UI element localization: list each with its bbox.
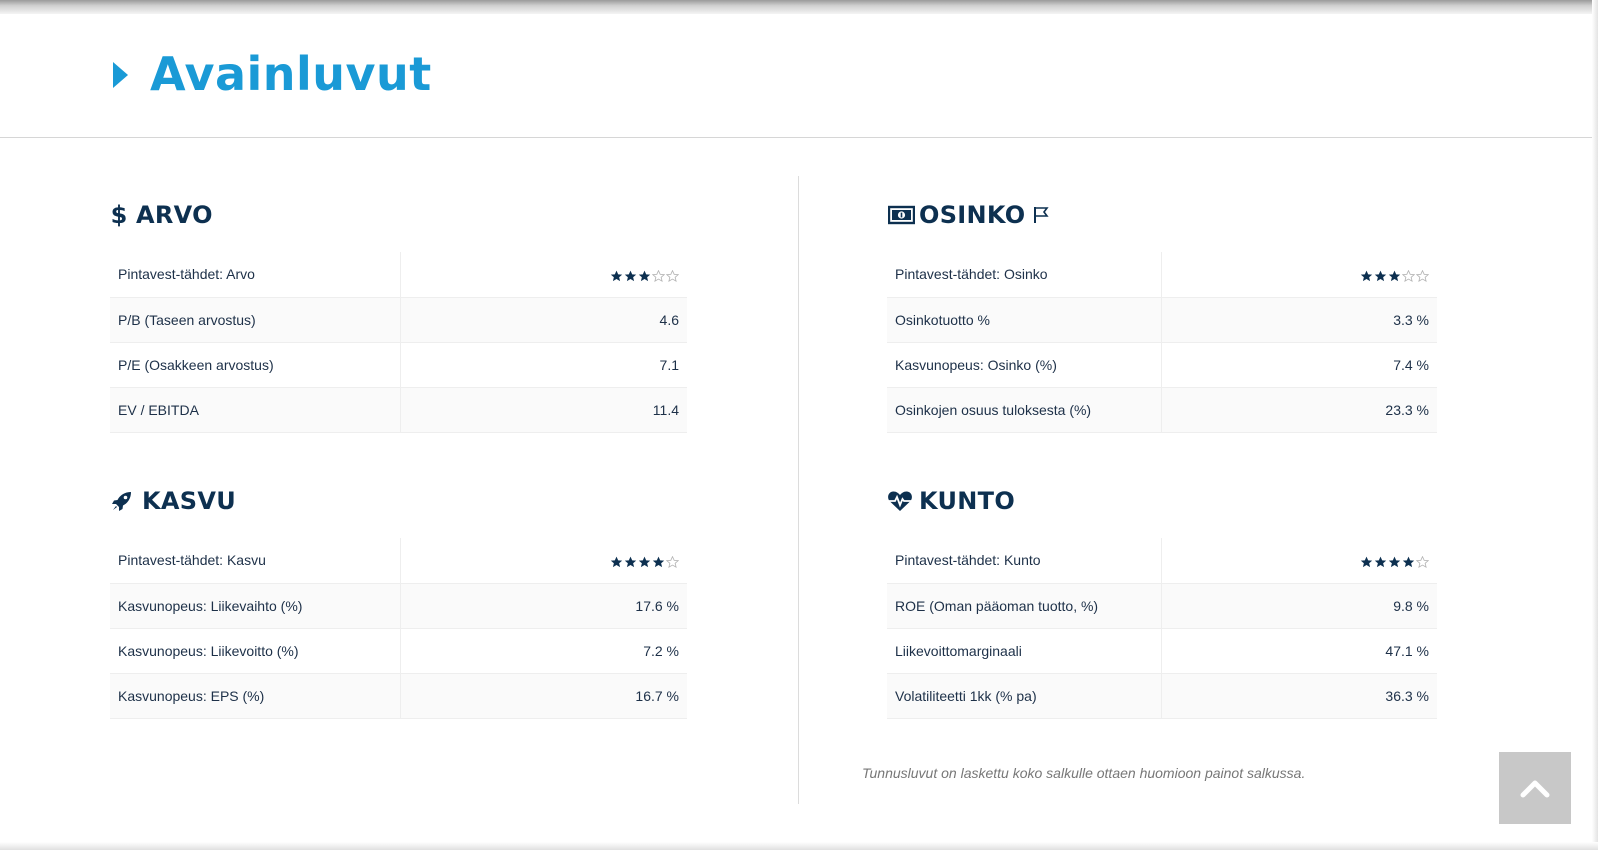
table-row	[887, 583, 1437, 628]
table-row	[110, 538, 687, 583]
star-rating-icons	[1360, 556, 1429, 568]
section-title: KUNTO	[919, 487, 1016, 515]
section-osinko	[887, 198, 1437, 433]
table-row	[110, 673, 687, 718]
star-rating	[1161, 538, 1437, 583]
table-row	[110, 583, 687, 628]
star-rating	[400, 252, 687, 297]
section-header	[110, 484, 687, 518]
metric-value: 11.4	[400, 387, 687, 432]
column-divider	[798, 176, 799, 804]
star-empty-icon	[666, 270, 679, 282]
table-row	[887, 342, 1437, 387]
star-filled-icon	[652, 556, 665, 568]
star-empty-icon	[652, 270, 665, 282]
section-header	[887, 484, 1437, 518]
star-rating-icons	[610, 270, 679, 282]
table-row	[887, 628, 1437, 673]
page-edge-right	[1592, 0, 1598, 850]
metric-value: 4.6	[400, 297, 687, 342]
star-filled-icon	[610, 270, 623, 282]
star-empty-icon	[666, 556, 679, 568]
table-row	[110, 628, 687, 673]
section-arvo	[110, 198, 687, 433]
star-empty-icon	[1416, 270, 1429, 282]
metric-value: 23.3 %	[1161, 387, 1437, 432]
star-rating	[1161, 252, 1437, 297]
star-filled-icon	[1360, 270, 1373, 282]
table-row	[110, 387, 687, 432]
caret-right-icon	[113, 62, 128, 88]
svg-text:$: $	[111, 202, 127, 228]
star-filled-icon	[638, 270, 651, 282]
star-filled-icon	[1360, 556, 1373, 568]
section-title: KASVU	[142, 487, 237, 515]
metric-value: 7.2 %	[400, 628, 687, 673]
table-row	[110, 342, 687, 387]
table-row	[110, 252, 687, 297]
metric-label: Kasvunopeus: EPS (%)	[110, 673, 400, 718]
star-rating	[400, 538, 687, 583]
metric-label: P/B (Taseen arvostus)	[110, 297, 400, 342]
metric-label: P/E (Osakkeen arvostus)	[110, 342, 400, 387]
section-kasvu	[110, 484, 687, 719]
table-row	[887, 252, 1437, 297]
star-empty-icon	[1402, 270, 1415, 282]
metric-value: 7.1	[400, 342, 687, 387]
money-icon	[887, 205, 915, 225]
section-header	[887, 198, 1437, 232]
star-filled-icon	[624, 270, 637, 282]
metric-label: EV / EBITDA	[110, 387, 400, 432]
metric-label: Kasvunopeus: Osinko (%)	[887, 342, 1161, 387]
chevron-up-icon	[1520, 778, 1550, 798]
star-filled-icon	[1374, 270, 1387, 282]
metric-value: 36.3 %	[1161, 673, 1437, 718]
table-row	[887, 673, 1437, 718]
metric-label: Kasvunopeus: Liikevoitto (%)	[110, 628, 400, 673]
metric-value: 47.1 %	[1161, 628, 1437, 673]
footnote: Tunnusluvut on laskettu koko salkulle ottaen huomioon painot salkussa.	[862, 765, 1306, 781]
metric-value: 16.7 %	[400, 673, 687, 718]
metric-label: Liikevoittomarginaali	[887, 628, 1161, 673]
section-header	[110, 198, 687, 232]
star-filled-icon	[610, 556, 623, 568]
star-empty-icon	[1416, 556, 1429, 568]
star-rating-icons	[1360, 270, 1429, 282]
table-row	[110, 297, 687, 342]
back-to-top-button[interactable]	[1499, 752, 1571, 824]
page-title: Avainluvut	[150, 47, 432, 101]
metric-label: Osinkotuotto %	[887, 297, 1161, 342]
flag-icon	[1033, 206, 1049, 224]
table-row	[887, 387, 1437, 432]
star-rating-icons	[610, 556, 679, 568]
metric-value: 9.8 %	[1161, 583, 1437, 628]
star-filled-icon	[1388, 270, 1401, 282]
rocket-icon	[110, 490, 134, 512]
section-kunto	[887, 484, 1437, 719]
metric-label: Pintavest-tähdet: Osinko	[887, 252, 1161, 297]
star-filled-icon	[1388, 556, 1401, 568]
metric-label: Kasvunopeus: Liikevaihto (%)	[110, 583, 400, 628]
metric-label: Osinkojen osuus tuloksesta (%)	[887, 387, 1161, 432]
table-row	[887, 538, 1437, 583]
metrics-table	[110, 538, 687, 719]
page-header	[0, 14, 1592, 138]
section-title: OSINKO	[919, 201, 1026, 229]
table-row	[887, 297, 1437, 342]
star-filled-icon	[638, 556, 651, 568]
metric-label: ROE (Oman pääoman tuotto, %)	[887, 583, 1161, 628]
star-filled-icon	[1402, 556, 1415, 568]
metric-value: 3.3 %	[1161, 297, 1437, 342]
heartbeat-icon	[887, 490, 913, 512]
section-title: ARVO	[136, 201, 213, 229]
page-edge-bottom	[0, 842, 1598, 850]
metric-label: Pintavest-tähdet: Arvo	[110, 252, 400, 297]
star-filled-icon	[624, 556, 637, 568]
metric-label: Pintavest-tähdet: Kasvu	[110, 538, 400, 583]
star-filled-icon	[1374, 556, 1387, 568]
metrics-table	[887, 252, 1437, 433]
metric-label: Volatiliteetti 1kk (% pa)	[887, 673, 1161, 718]
metric-label: Pintavest-tähdet: Kunto	[887, 538, 1161, 583]
dollar-icon	[110, 202, 128, 228]
metrics-table	[110, 252, 687, 433]
metric-value: 17.6 %	[400, 583, 687, 628]
metrics-table	[887, 538, 1437, 719]
top-shadow	[0, 0, 1598, 14]
metric-value: 7.4 %	[1161, 342, 1437, 387]
